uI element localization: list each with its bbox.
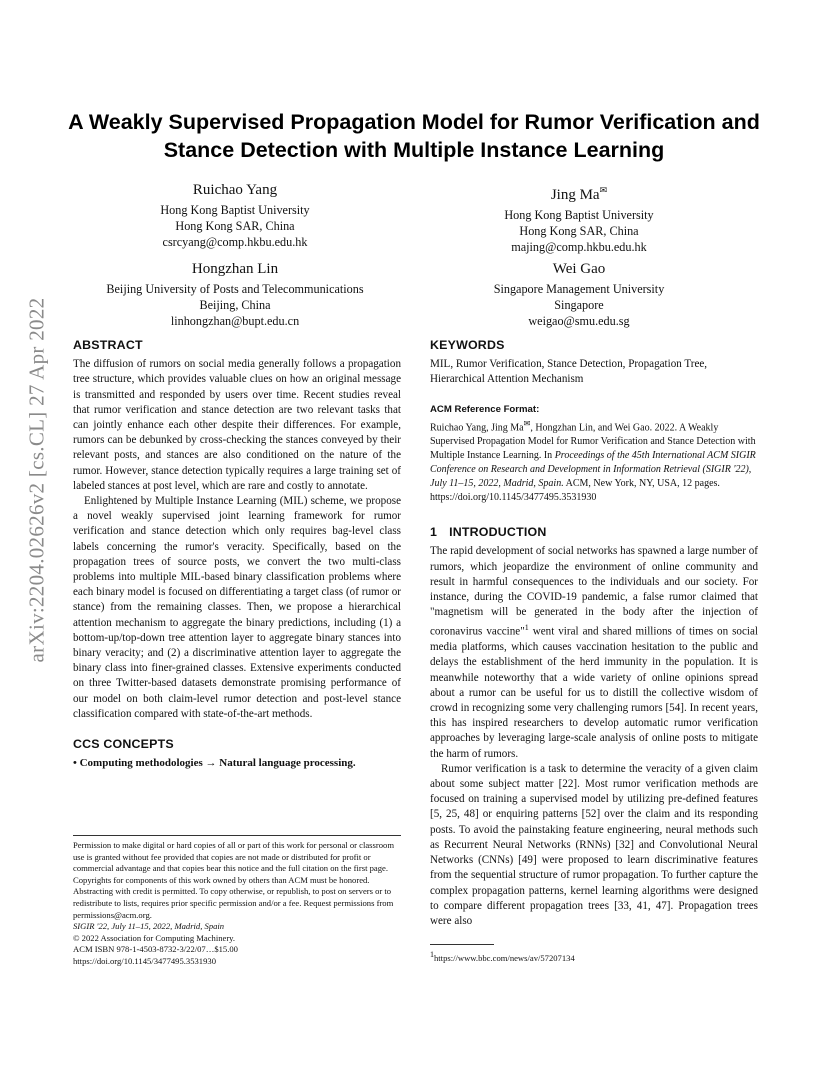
footnote bbox=[430, 950, 575, 963]
author-location: Hong Kong SAR, China bbox=[519, 224, 639, 238]
author-block bbox=[414, 181, 744, 255]
author-email[interactable]: majing@comp.hkbu.edu.hk bbox=[511, 240, 647, 254]
author-block bbox=[70, 181, 400, 250]
ref-proceedings: Proceedings of the 45th International ACM SIGIR Conference on Research and Development in Information Retrieval (SIGIR '22), July 11–15, 2022, Madrid, Spain. bbox=[430, 450, 756, 490]
section-heading: INTRODUCTION bbox=[449, 525, 547, 540]
footnote-number: 1 bbox=[430, 950, 434, 959]
paper-title: A Weakly Supervised Propagation Model for Rumor Verification and Stance Detection with Multiple Instance Learning bbox=[68, 110, 760, 162]
author-block bbox=[414, 260, 744, 329]
copyright-line: © 2022 Association for Computing Machinery. bbox=[73, 932, 236, 943]
intro-text: The rapid development of social networks has spawned a large number of rumors, which jeopardize the environment of online community and result in harmful consequences to the individuals and our society. For instance, during the COVID-19 pandemic, a false rumor claimed that "magnetism will be generated in the body after the injection of coronavirus vaccine" bbox=[430, 545, 758, 639]
permission-block bbox=[73, 840, 401, 968]
author-name: Hongzhan Lin bbox=[191, 261, 279, 277]
author-affiliation: Singapore Management University bbox=[493, 282, 665, 296]
keywords-text: MIL, Rumor Verification, Stance Detection, Propagation Tree, Hierarchical Attention Mechanism bbox=[430, 358, 708, 386]
keywords-heading: KEYWORDS bbox=[430, 338, 505, 352]
ccs-heading: CCS CONCEPTS bbox=[73, 737, 174, 752]
author-email[interactable]: weigao@smu.edu.sg bbox=[528, 314, 630, 328]
conference-venue: SIGIR '22, July 11–15, 2022, Madrid, Spain bbox=[73, 921, 225, 932]
footnote-marker[interactable]: 1 bbox=[524, 623, 529, 633]
section-number: 1 bbox=[430, 525, 438, 540]
author-affiliation: Hong Kong Baptist University bbox=[504, 208, 654, 222]
intro-paragraph: Rumor verification is a task to determine the veracity of a given claim about some subject matter [22]. Most rumor verification methods are focused on training a supervised model by utilizing pre-defined features [5, 25, 48] or enquiring patterns [52] over the claim and its responding posts. To avoid the painstaking feature engineering, neural methods such as Recurrent Neural Networks (RNNs) [32] and Convolutional Neural Networks (CNNs) [49] were proposed to learn discriminative features from the sequential structure of rumor propagation. To further capture the complex propagation patterns, kernel learning algorithms were designed to compare different propagation trees [33, 41, 47]. Propagation trees were also bbox=[430, 762, 758, 927]
abstract-paragraph: Enlightened by Multiple Instance Learning (MIL) scheme, we propose a novel weakly supervised joint learning framework for rumor verification and stance detection which only requires bag-level class labels concerning the rumor's veracity. Specifically, based on the propagation trees of source posts, we convert the two multi-class problems into multiple MIL-based binary classification problems where each binary model is focused on differentiating a target class (of rumor or stance) from the remaining classes. Then, we propose a hierarchical attention mechanism to aggregate the binary predictions, including (1) a bottom-up/top-down tree attention layer to aggregate binary stances into binary veracity; and (2) a discriminative attention layer to aggregate the binary class into finer-grained classes. Extensive experiments conducted on three Twitter-based datasets demonstrate promising performance of our model on both claim-level rumor detection and post-level stance classification compared with state-of-the-art methods. bbox=[73, 495, 401, 720]
author-email[interactable]: csrcyang@comp.hkbu.edu.hk bbox=[162, 235, 308, 249]
acm-reference-text bbox=[430, 417, 758, 505]
abstract-heading: ABSTRACT bbox=[73, 338, 143, 352]
doi-link[interactable]: https://doi.org/10.1145/3477495.3531930 bbox=[73, 955, 216, 966]
right-column bbox=[430, 338, 758, 929]
introduction-section bbox=[430, 525, 758, 929]
author-location: Beijing, China bbox=[199, 298, 271, 312]
author-affiliation: Hong Kong Baptist University bbox=[160, 203, 310, 217]
footnote-url[interactable]: https://www.bbc.com/news/av/57207134 bbox=[434, 952, 575, 963]
envelope-icon: ✉ bbox=[523, 418, 531, 428]
footnote-divider bbox=[430, 944, 494, 945]
author-block bbox=[70, 260, 400, 329]
author-name: Jing Ma bbox=[550, 187, 600, 203]
author-location: Singapore bbox=[554, 298, 604, 312]
author-affiliation: Beijing University of Posts and Telecommunications bbox=[106, 282, 364, 296]
arxiv-stamp bbox=[22, 290, 52, 670]
author-name: Ruichao Yang bbox=[192, 182, 278, 198]
envelope-icon: ✉ bbox=[599, 185, 608, 195]
author-name: Wei Gao bbox=[552, 261, 606, 277]
abstract-paragraph: The diffusion of rumors on social media generally follows a propagation tree structure, which provides valuable clues on how an original message is transmitted and responded by users over time. Recent studies reveal that rumor verification and stance detection are two relevant tasks that can jointly enhance each other despite their differences. For example, rumors can be debunked by cross-checking the stances conveyed by their relevant posts, and stances are also conditioned on the nature of the rumor. However, stance detection typically requires a large training set of labeled stances at post level, which are rare and costly to annotate. bbox=[73, 358, 401, 492]
acm-reference-heading: ACM Reference Format: bbox=[430, 403, 540, 415]
ref-authors-rest: , Hongzhan Lin, and Wei Gao. 2022. A Weakly Supervised Propagation Model for Rumor Verification and Stance Detection with Multiple Instance Learning. In bbox=[430, 422, 756, 462]
arxiv-stamp-text: arXiv:2204.02626v2 [cs.CL] 27 Apr 2022 bbox=[24, 297, 49, 663]
ref-authors: Ruichao Yang, Jing Ma bbox=[430, 422, 524, 434]
intro-paragraph bbox=[430, 544, 758, 762]
permission-divider bbox=[73, 835, 401, 836]
ccs-item: • Computing methodologies → Natural language processing. bbox=[73, 757, 356, 770]
left-column bbox=[73, 338, 401, 771]
ref-tail[interactable]: ACM, New York, NY, USA, 12 pages. https://doi.org/10.1145/3477495.3531930 bbox=[430, 478, 720, 504]
isbn-line: ACM ISBN 978-1-4503-8732-3/22/07…$15.00 bbox=[73, 944, 238, 955]
acm-reference bbox=[430, 402, 758, 506]
intro-text: went viral and shared millions of times on social media platforms, which causes vaccination hesitation to the public and delays the establishment of the herd immunity in the population. It is meanwhile noteworthy that a wide variety of online opinions spread about a rumor can be useful for us to distill the collective wisdom of crowd in recognizing some very challenging rumors [54]. In recent years, this has inspired researchers to develop automatic rumor verification approaches by leveraging large-scale analysis of online posts to mitigate the harm of rumors. bbox=[430, 626, 758, 760]
author-email[interactable]: linhongzhan@bupt.edu.cn bbox=[170, 314, 300, 328]
author-location: Hong Kong SAR, China bbox=[175, 219, 295, 233]
permission-text: Permission to make digital or hard copies of all or part of this work for personal or classroom use is granted without fee provided that copies are not made or distributed for profit or commercial advantage and that copies bear this notice and the full citation on the first page. Copyrights for components of this work owned by others than ACM must be honored. Abstracting with credit is permitted. To copy otherwise, or republish, to post on servers or to redistribute to lists, requires prior specific permission and/or a fee. Request permissions from permissions@acm.org. bbox=[73, 840, 394, 920]
